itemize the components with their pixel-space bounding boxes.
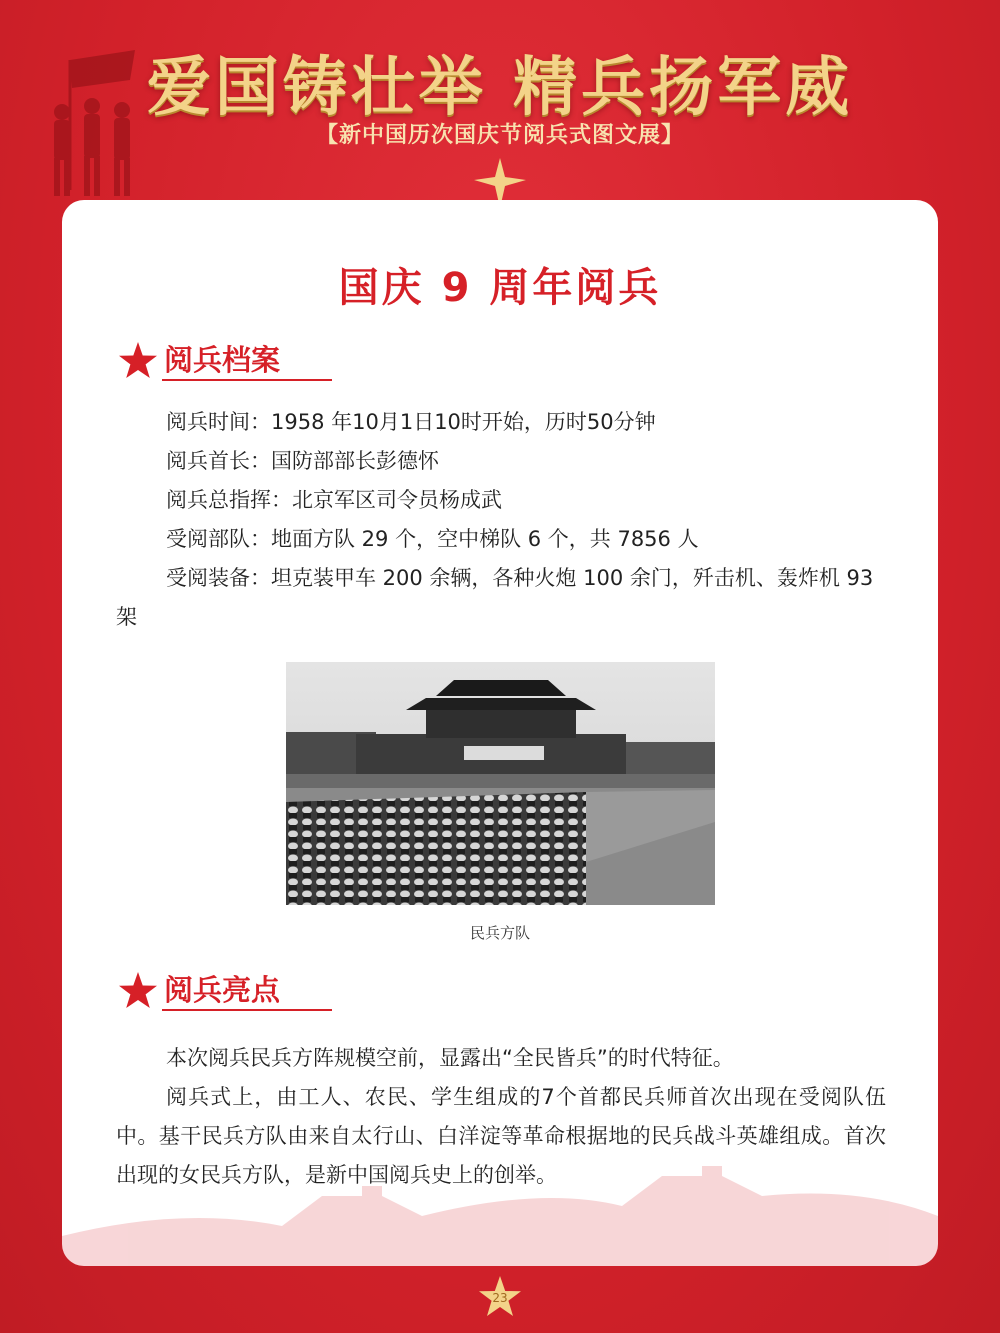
parade-photo — [286, 662, 715, 905]
red-star-icon — [118, 972, 158, 1010]
heading-underline — [162, 1009, 332, 1011]
content-card — [62, 200, 938, 1266]
highlight-paragraph-2: 阅兵式上，由工人、农民、学生组成的7个首都民兵师首次出现在受阅队伍中。基干民兵方队由来自太行山、白洋淀等革命根据地的民兵战斗英雄组成。首次出现的女民兵方队，是新中国阅兵史上的创举。 — [116, 1085, 886, 1187]
page-number: 23 — [492, 1291, 508, 1305]
highlights-heading-label: 阅兵亮点 — [164, 973, 281, 1007]
archive-facts — [116, 403, 886, 637]
heading-underline — [162, 379, 332, 381]
main-title: 爱国铸壮举 精兵扬军威 — [146, 50, 854, 125]
fact-troops: 受阅部队：地面方队 29 个，空中梯队 6 个，共 7856 人 — [166, 527, 699, 551]
page-number-badge — [478, 1276, 522, 1318]
fact-time: 阅兵时间：1958 年10月1日10时开始，历时50分钟 — [166, 410, 656, 434]
section-archive-heading — [118, 338, 338, 384]
card-title: 国庆 9 周年阅兵 — [338, 265, 662, 311]
highlights-text — [116, 1039, 886, 1195]
fact-commander: 阅兵首长：国防部部长彭德怀 — [166, 449, 439, 473]
fact-equipment: 受阅装备：坦克装甲车 200 余辆，各种火炮 100 余门，歼击机、轰炸机 93 架 — [116, 566, 874, 629]
red-star-icon — [118, 342, 158, 380]
highlight-paragraph-1: 本次阅兵民兵方阵规模空前，显露出“全民皆兵”的时代特征。 — [166, 1046, 734, 1070]
photo-caption: 民兵方队 — [469, 924, 530, 942]
archive-heading-label: 阅兵档案 — [164, 343, 281, 377]
fact-chief-director: 阅兵总指挥：北京军区司令员杨成武 — [166, 488, 502, 512]
subtitle: 【新中国历次国庆节阅兵式图文展】 — [315, 122, 684, 148]
section-highlights-heading — [118, 968, 338, 1014]
